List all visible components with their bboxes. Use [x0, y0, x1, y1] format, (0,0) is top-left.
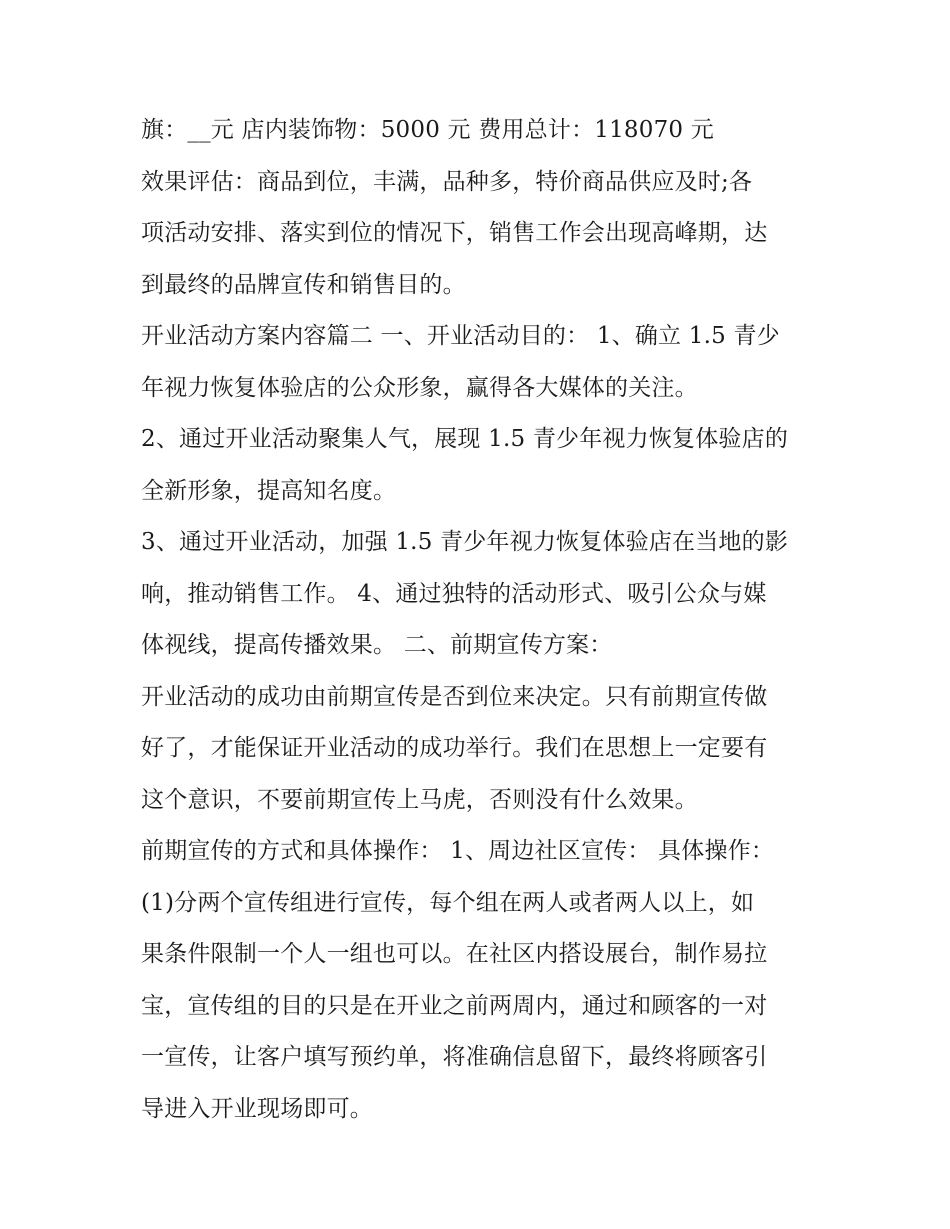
text-line: 果条件限制一个人一组也可以。在社区内搭设展台，制作易拉	[141, 941, 768, 967]
document-body	[141, 108, 821, 1138]
text-line: 一宣传，让客户填写预约单，将准确信息留下，最终将顾客引	[141, 1044, 768, 1070]
text-line: 旗：__元 店内装饰物：5000 元 费用总计：118070 元	[141, 117, 714, 143]
text-line: 2、通过开业活动聚集人气，展现 1.5 青少年视力恢复体验店的	[141, 426, 789, 452]
text-line: 效果评估：商品到位，丰满，品种多，特价商品供应及时;各	[141, 168, 753, 195]
text-line: 开业活动方案内容篇二 一、开业活动目的： 1、确立 1.5 青少	[141, 323, 780, 349]
text-line: 全新形象，提高知名度。	[141, 477, 397, 504]
text-line: 到最终的品牌宣传和销售目的。	[141, 271, 466, 298]
text-line: 好了，才能保证开业活动的成功举行。我们在思想上一定要有	[141, 735, 768, 761]
text-line: (1)分两个宣传组进行宣传，每个组在两人或者两人以上，如	[141, 889, 755, 916]
text-line: 导进入开业现场即可。	[141, 1095, 373, 1122]
text-line: 宝，宣传组的目的只是在开业之前两周内，通过和顾客的一对	[141, 992, 768, 1019]
text-line: 前期宣传的方式和具体操作： 1、周边社区宣传： 具体操作：	[141, 838, 775, 864]
text-line: 响，推动销售工作。 4、通过独特的活动形式、吸引公众与媒	[141, 580, 767, 607]
text-line: 3、通过开业活动，加强 1.5 青少年视力恢复体验店在当地的影	[141, 529, 789, 555]
text-line: 这个意识，不要前期宣传上马虎，否则没有什么效果。	[141, 786, 698, 813]
text-line: 年视力恢复体验店的公众形象，赢得各大媒体的关注。	[141, 374, 698, 401]
text-line: 体视线，提高传播效果。 二、前期宣传方案：	[141, 632, 613, 658]
text-line: 项活动安排、落实到位的情况下，销售工作会出现高峰期，达	[141, 220, 768, 246]
text-line: 开业活动的成功由前期宣传是否到位来决定。只有前期宣传做	[141, 683, 768, 710]
